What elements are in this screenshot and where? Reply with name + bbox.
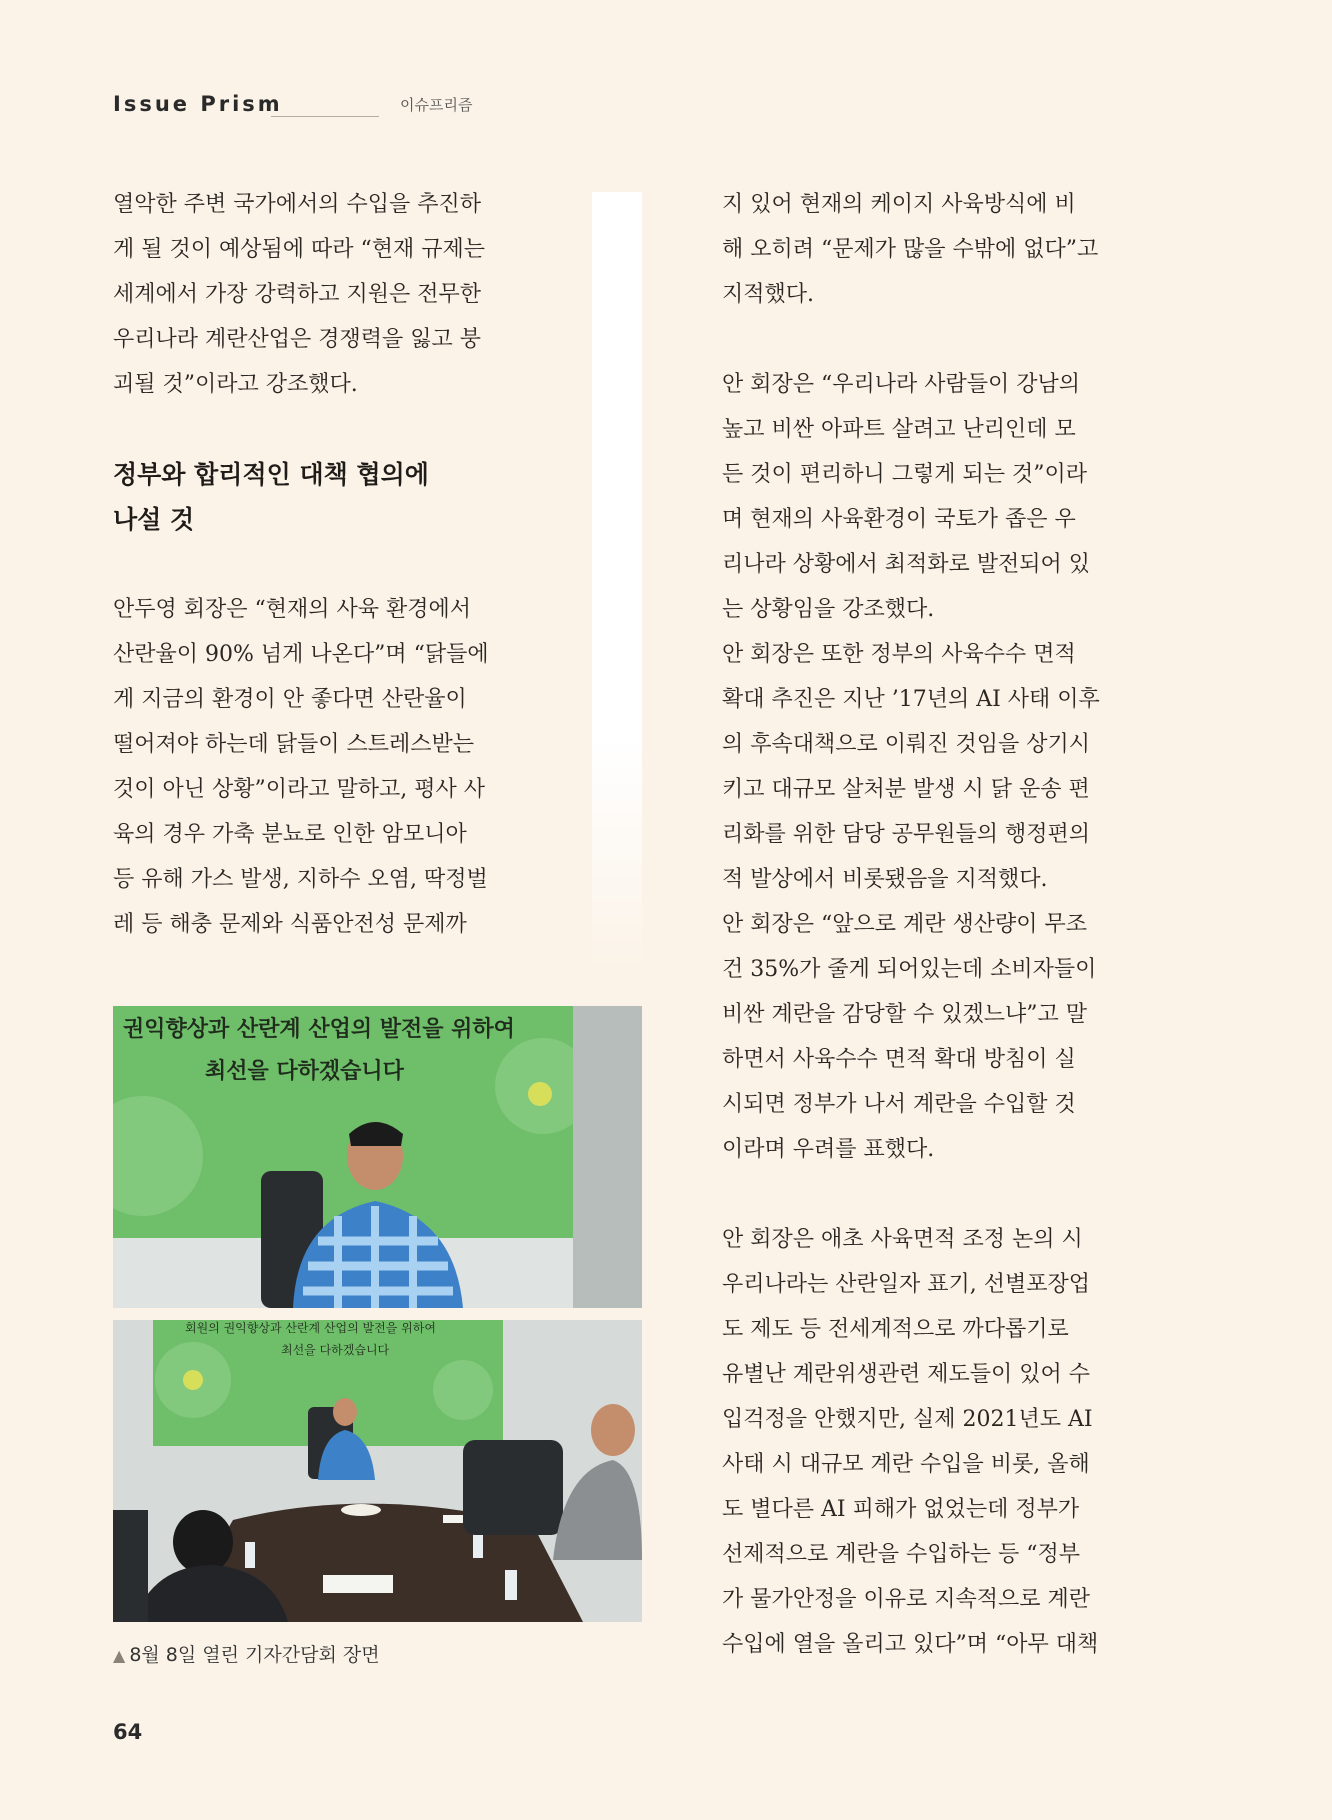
triangle-icon: ▲	[113, 1646, 126, 1665]
decorative-fade	[592, 192, 642, 972]
header-rule	[271, 116, 379, 117]
photo-1-scene	[113, 1006, 642, 1308]
banner-text-2: 최선을 다하겠습니다	[205, 1059, 404, 1084]
intro-paragraph: 열악한 주변 국가에서의 수입을 추진하 게 될 것이 예상됨에 따라 “현재 규제는 세계에서 가장 강력하고 지원은 전무한 우리나라 계란산업은 경쟁력을 잃고 붕 괴될 것”이라고 강조했다.	[113, 192, 485, 397]
magazine-brand: Issue Prism	[113, 92, 283, 116]
photo-caption	[113, 1640, 380, 1667]
banner-text-1: 권익향상과 산란계 산업의 발전을 위하여	[123, 1017, 515, 1042]
caption-text: 8월 8일 열린 기자간담회 장면	[129, 1644, 380, 1666]
section-title: 이슈프리즘	[400, 96, 473, 114]
paragraph-3: 안 회장은 애초 사육면적 조정 논의 시 우리나라는 산란일자 표기, 선별포장업 도 제도 등 전세계적으로 까다롭기로 유별난 계란위생관련 제도들이 있어 수 입걱정을 안했지만, 실제 2021년도 AI 사태 시 대규모 계란 수입을 비롯, 올해 도 별다른 AI 피해가 없었는데 정부가 선제적으로 계란을 수입하는 등 “정부 가 물가안정을 이유로 지속적으로 계란 수입에 열을 올리고 있다”며 “아무 대책	[722, 1227, 1099, 1657]
right-column	[722, 182, 1122, 1667]
press-conference-photo-1	[113, 1006, 642, 1308]
section-heading: 정부와 합리적인 대책 협의에 나설 것	[113, 460, 429, 534]
continued-paragraph: 지 있어 현재의 케이지 사육방식에 비 해 오히려 “문제가 많을 수밖에 없다”고 지적했다.	[722, 192, 1099, 307]
banner-small-text-1: 회원의 권익향상과 산란계 산업의 발전을 위하여	[185, 1321, 436, 1335]
paragraph-2: 안 회장은 “우리나라 사람들이 강남의 높고 비싼 아파트 살려고 난리인데 모 든 것이 편리하니 그렇게 되는 것”이라 며 현재의 사육환경이 국토가 좁은 우 리나라 상황에서 최적화로 발전되어 있 는 상황임을 강조했다. 안 회장은 또한 정부의 사육수수 면적 확대 추진은 지난 ’17년의 AI 사태 이후 의 후속대책으로 이뤄진 것임을 상기시 키고 대규모 살처분 발생 시 닭 운송 편 리화를 위한 담당 공무원들의 행정편의 적 발상에서 비롯됐음을 지적했다. 안 회장은 “앞으로 계란 생산량이 무조 건 35%가 줄게 되어있는데 소비자들이 비싼 계란을 감당할 수 있겠느냐”고 말 하면서 사육수수 면적 확대 방침이 실 시되면 정부가 나서 계란을 수입할 것 이라며 우려를 표했다.	[722, 372, 1100, 1162]
press-conference-photo-2	[113, 1320, 642, 1622]
photo-2-scene	[113, 1320, 642, 1622]
page-number: 64	[113, 1720, 143, 1744]
left-column	[113, 182, 513, 947]
body-paragraph: 안두영 회장은 “현재의 사육 환경에서 산란율이 90% 넘게 나온다”며 “닭들에 게 지금의 환경이 안 좋다면 산란율이 떨어져야 하는데 닭들이 스트레스받는 것이 아닌 상황”이라고 말하고, 평사 사 육의 경우 가축 분뇨로 인한 암모니아 등 유해 가스 발생, 지하수 오염, 딱정벌 레 등 해충 문제와 식품안전성 문제까	[113, 597, 489, 937]
banner-small-text-2: 최선을 다하겠습니다	[281, 1343, 390, 1357]
